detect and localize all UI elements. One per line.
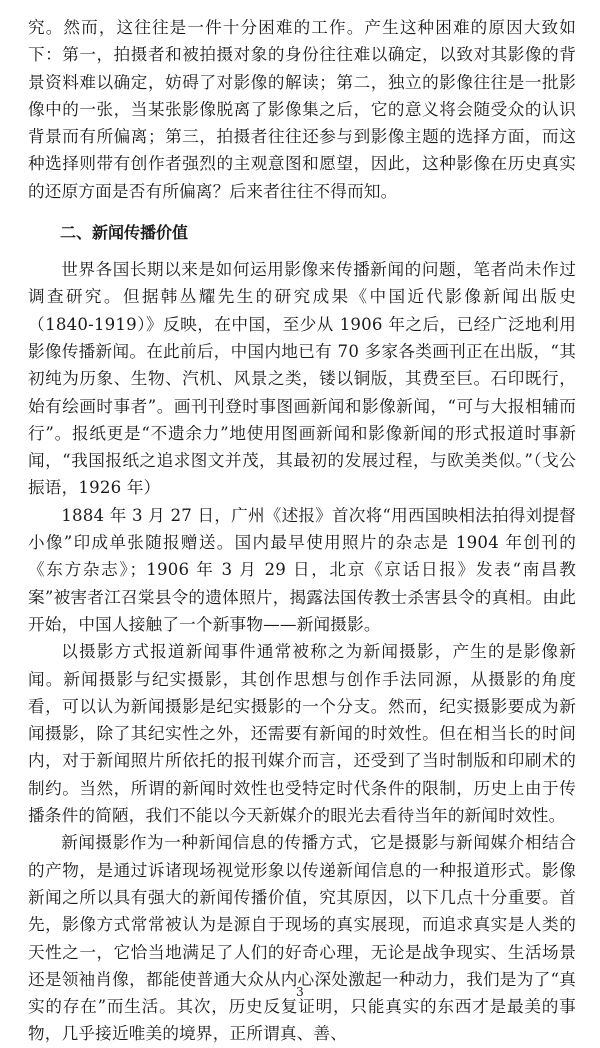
page-number: 3 [296,985,304,999]
paragraph-news-value: 新闻摄影作为一种新闻信息的传播方式，它是摄影与新闻媒介相结合的产物，是通过诉诸现场视觉形象以传递新闻信息的一种报道形式。影像新闻之所以具有强大的新闻传播价值，究其原因，以下几点十分重要。首先，影像方式常常被认为是源自于现场的真实展现，而追求真实是人类的天性之一，它恰当地满足了人们的好奇心理，无论是战争现实、生活场景还是领袖肖像，都能使普通大众从内心深处激起一种动力，我们是为了“真实的存在”而生活。其次，历史反复证明，只能真实的东西才是最美的事物，几乎接近唯美的境界，正所谓真、善、 [28,833,576,1044]
paragraph-news-history: 世界各国长期以来是如何运用影像来传播新闻的问题，笔者尚未作过调查研究。但据韩丛耀先生的研究成果《中国近代影像新闻出版史（1840-1919）》反映，在中国，至少从 1906 年之后，已经广泛地利用影像传播新闻。在此前后，中国内地已有 70 多家各类画刊正在出版，“其初纯为历象、生物、汽机、风景之类，镂以铜版，其费至巨。石印既行，始有绘画时事者”。画刊刊登时事图画新闻和影像新闻，“可与大报相辅而行”。报纸更是“不遗余力”地使用图画新闻和影像新闻的形式报道时事新闻，“我国报纸之追求图文并茂，其最初的发展过程，与欧美类似。”（戈公振语，1926 年） [28,260,576,498]
document-page [28,14,576,1048]
paragraph-news-photography: 以摄影方式报道新闻事件通常被称之为新闻摄影，产生的是影像新闻。新闻摄影与纪实摄影，其创作思想与创作手法同源，从摄影的角度看，可以认为新闻摄影是纪实摄影的一个分支。然而，纪实摄影要成为新闻摄影，除了其纪实性之外，还需要有新闻的时效性。但在相当长的时间内，对于新闻照片所依托的报刊媒介而言，还受到了当时制版和印刷术的制约。当然，所谓的新闻时效性也受特定时代条件的限制，历史上由于传播条件的简陋，我们不能以今天新媒介的眼光去看待当年的新闻时效性。 [28,642,576,826]
section-heading: 二、新闻传播价值 [60,223,189,243]
paragraph-1884-events: 1884 年 3 月 27 日，广州《述报》首次将“用西国映相法拍得刘提督小像”印成单张随报赠送。国内最早使用照片的杂志是 1904 年创刊的《东方杂志》；1906 年 3 月 29 日，北京《京话日报》发表“南昌教案”被害者江召棠县令的遗体照片，揭露法国传教士杀害县令的真相。由此开始，中国人接触了一个新事物——新闻摄影。 [28,505,576,634]
paragraph-continuation: 究。然而，这往往是一件十分困难的工作。产生这种困难的原因大致如下：第一，拍摄者和被拍摄对象的身份往往难以确定，以致对其影像的背景资料难以确定，妨碍了对影像的解读；第二，独立的影像往往是一批影像中的一张，当某张影像脱离了影像集之后，它的意义将会随受众的认识背景而有所偏离；第三，拍摄者往往还参与到影像主题的选择方面，而这种选择则带有创作者强烈的主观意图和愿望，因此，这种影像在历史真实的还原方面是否有所偏离？后来者往往不得而知。 [28,18,576,201]
